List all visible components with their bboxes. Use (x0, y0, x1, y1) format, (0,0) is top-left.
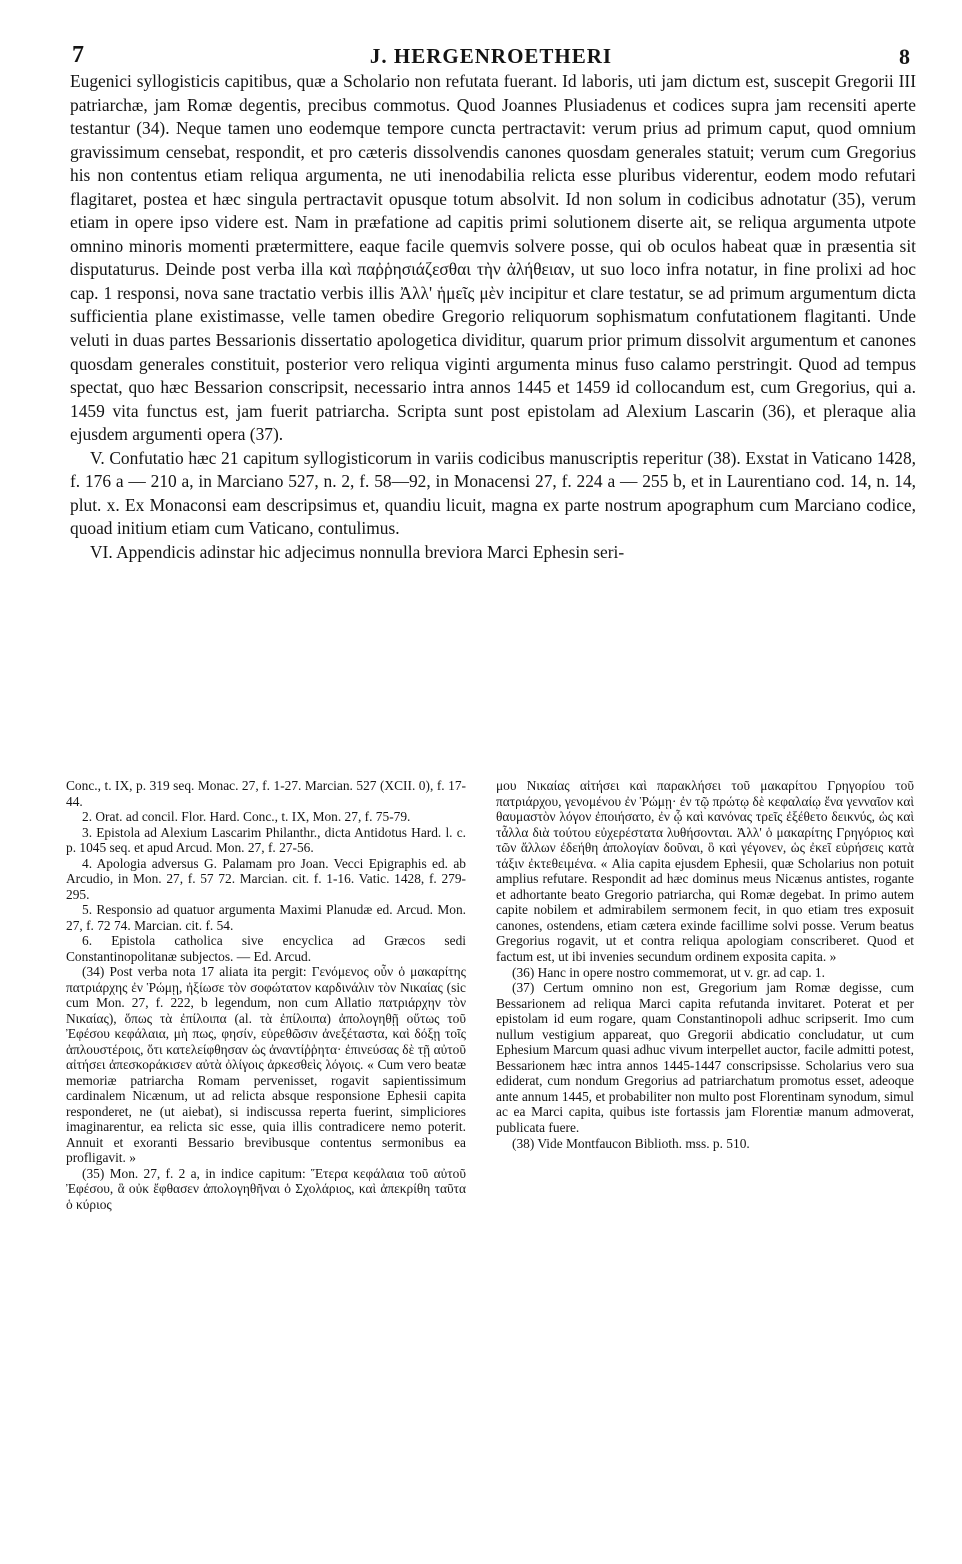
body-paragraph: Eugenici syllogisticis capitibus, quæ a Scholario non refutata fuerant. Id laboris, uti jam dictum est, suscepit Gregorii III patriarchæ, jam Romæ degentis, precibus commotus. Quod Joannes Plusiadenus et codices supra jam recensiti aperte testantur (34). Neque tamen uno eodemque tempore cuncta pertractavit: verum prius ad primum caput, quod omnium gravissimum censebat, respondit, et pro cæteris dissolvendis canones quosdam generales statuit; verum cum Gregorius his non contentus etiam reliqua argumenta, ne uti inenodabilia relicta esse pluribus viderentur, eodem modo refutari flagitaret, postea et hæc singula pertractavit opusque totum absolvit. Id non solum in codicibus adnotatur (35), verum etiam in opere ipso videre est. Nam in præfatione ad capitis primi solutionem diserte ait, se reliqua argumenta utpote omnino minoris momenti prætermittere, eaque facile quemvis solvere posse, qui ob oculos habeat quæ in præsentia sit disputaturus. Deinde post verba illa καὶ παῤῥησιάζεσθαι τὴν ἀλήθειαν, ut suo loco infra notatur, in fine prolixi ad hoc cap. 1 responsi, nova sane tractatio verbis illis Ἀλλ' ἡμεῖς μὲν incipitur et clare testatur, se ad primum argumentum dicta sufficientia plane existimasse, velle tamen obedire Gregorio reliquorum sophismatum confutationem flagitanti. Unde veluti in duas partes Bessarionis dissertatio apologetica dividitur, quarum prior primum dissolvit argumentum et canones quosdam generales constituit, posterior vero reliqua viginti argumenta minus fuso calamo perstringit. Quod ad tempus spectat, quo hæc Bessarion conscripsit, necessario intra annos 1445 et 1459 id collocandum est, cum Gregorius, qui a. 1459 vita functus est, jam fuerit patriarcha. Scripta sunt post epistolam ad Alexium Lascarin (36), et pleraque alia ejusdem argumenti opera (37). (70, 71, 916, 445)
footnote: 3. Epistola ad Alexium Lascarim Philanthr., dicta Antidotus Hard. l. c. p. 1045 seq. et apud Arcud. Mon. 27, f. 27-56. (66, 824, 466, 856)
footnote: 4. Apologia adversus G. Palamam pro Joan. Vecci Epigraphis ed. ab Arcudio, in Mon. 27, f. 57 72. Marcian. cit. f. 1-16. Vatic. 1428, f. 279-295. (66, 855, 466, 902)
footnote: (35) Mon. 27, f. 2 a, in indice capitum: Ἕτερα κεφάλαια τοῦ αὐτοῦ Ἐφέσου, ἃ οὐκ ἔφθασεν ἀπολογηθῆναι ὁ Σχολάριος, καὶ ἀπεκρίθη ταῦτα ὁ κύριος (66, 1165, 466, 1212)
main-text (70, 70, 916, 564)
section-v-paragraph: V. Confutatio hæc 21 capitum syllogisticorum in variis codicibus manuscriptis reperitur (38). Exstat in Vaticano 1428, f. 176 a — 210 a, in Marciano 527, n. 2, f. 58—92, in Monacensi 27, f. 224 a — 255 b, et in Laurentiano cod. 14, n. 14, plut. x. Ex Monaconsi eam descripsimus et, quandiu licuit, magna ex parte nostrum apographum cum Marciano codice, quoad initium etiam cum Vaticano, contulimus. (70, 447, 916, 539)
page-header (72, 42, 910, 69)
footnote: 5. Responsio ad quatuor argumenta Maximi Planudæ ed. Arcud. Mon. 27, f. 72 74. Marcian. cit. f. 54. (66, 902, 466, 933)
footnote: (37) Certum omnino non est, Gregorium jam Romæ degisse, cum Bessarionem ad reliqua Marci capita refutanda invitaret. Poterat et per epistolam id eum rogare, quam Constantinopoli adhuc scripserit. Imo cum nullum vestigium appareat, quo Gregorii abdicatio concludatur, ut cum Ephesium Marcum quasi adhuc vivum interpellet auctor, facile admitti potest, Bessarionem hæc intra annos 1445-1447 conscripsisse. Scholarius vero sua ediderat, cum nondum Gregorius ad patriarchatum promotus esset, adeoque ante annum 1445, et probabiliter non multo post Florentinam synodum, simul ac ea Marci capita, quibus iste fortassis jam Florentiæ manum admoverat, publicata fuere. (496, 980, 914, 1136)
footnote: μου Νικαίας αἰτήσει καὶ παρακλήσει τοῦ μακαρίτου Γρηγορίου τοῦ πατριάρχου, γενομένου ἐν Ῥώμῃ· ἐν τῷ πρώτῳ δὲ κεφαλαίῳ ἕνα γενναῖον καὶ θαυμαστὸν λόγον ἐποιήσατο, ἐν ᾧ καὶ κανόνας τρεῖς ἐξέθετο δεικνύς, ὡς καὶ τἆλλα διὰ τούτου εὐχερέστατα λυθήσονται. Ἀλλ' ὁ μακαρίτης Γρηγόριος καὶ τῶν ἄλλων ἐδεήθη ἀπολογίαν δοῦναι, ὃ καὶ γέγονεν, ὡς ἐκεῖ εὑρήσεις κατὰ τάξιν ἐκτεθειμένα. « Alia capita ejusdem Ephesii, quæ Scholarius non potuit amplius refutare. Respondit ad hæc dominus meus Nicænus antistes, rogante et adhortante beato Gregorio patriarcha, qui Romæ degebat. In primo autem capite nobilem et admirabilem sermonem fecit, in quo etiam tres exposuit canones, ostendens, etiam cætera exinde facillime solvi posse. Verum beatus Gregorius rogavit, ut et contra reliqua apologiam conscriberet. Quod et factum est, ut ibi invenies secundum ordinem exposita capita. » (496, 778, 914, 965)
footnote: 6. Epistola catholica sive encyclica ad Græcos sedi Constantinopolitanæ subjectos. — Ed. Arcud. (66, 933, 466, 964)
section-vi-paragraph: VI. Appendicis adinstar hic adjecimus nonnulla breviora Marci Ephesin seri- (90, 541, 625, 562)
running-head: J. HERGENROETHERI (369, 44, 613, 68)
footnote: Conc., t. IX, p. 319 seq. Monac. 27, f. 1-27. Marcian. 527 (XCII. 0), f. 17-44. (66, 778, 466, 809)
page-number-left: 7 (72, 42, 84, 68)
footnotes-right-column (496, 778, 914, 1151)
footnote: 2. Orat. ad concil. Flor. Hard. Conc., t. IX, Mon. 27, f. 75-79. (82, 809, 411, 825)
footnote: (36) Hanc in opere nostro commemorat, ut v. gr. ad cap. 1. (512, 964, 825, 980)
page-number-right: 8 (899, 44, 910, 69)
footnote: (34) Post verba nota 17 aliata ita pergit: Γενόμενος οὖν ὁ μακαρίτης πατριάρχης ἐν Ῥώμῃ, ἠξίωσε τὸν σοφώτατον καρδινάλιν τὸν Νικαίας (sic cum Mon. 27, f. 222, b legendum, non cum Allatio πατριάρχην τὸν Νικαίας), ὅπως τὰ ἐπίλοιπα (al. τὰ ἐπίλοιπα) ἀπολογηθῇ οὕτως τοῦ Ἐφέσου κεφάλαια, μὴ πως, φησίν, εὑρεθῶσιν ἀνεξέταστα, καὶ δόξῃ τοῖς ἁπλουστέροις, ὅτι κατελείφθησαν ὡς ἀναντίῤῥητα· ἐπινεύσας δὲ τῇ αὐτοῦ αἰτήσει ἀπεσκοράκισεν αὐτὰ ὀλίγοις ἀρκεσθεὶς λόγοις. « Cum vero beatæ memoriæ patriarcha Romam pervenisset, rogavit sapientissimum cardinalem Nicænum, ut ad relicta absque responsione Ephesii capita responderet, ne (ut aiebat), si indiscussa reperta fuerint, simpliciores imaginarentur, ea relicta sic esse, quia illis contradicere nemo poterit. Annuit et exoranti Bessario brevibusque contentus sermonibus ea profligavit. » (66, 964, 466, 1166)
footnotes-left-column (66, 778, 466, 1212)
footnote: (38) Vide Montfaucon Biblioth. mss. p. 510. (512, 1135, 750, 1151)
